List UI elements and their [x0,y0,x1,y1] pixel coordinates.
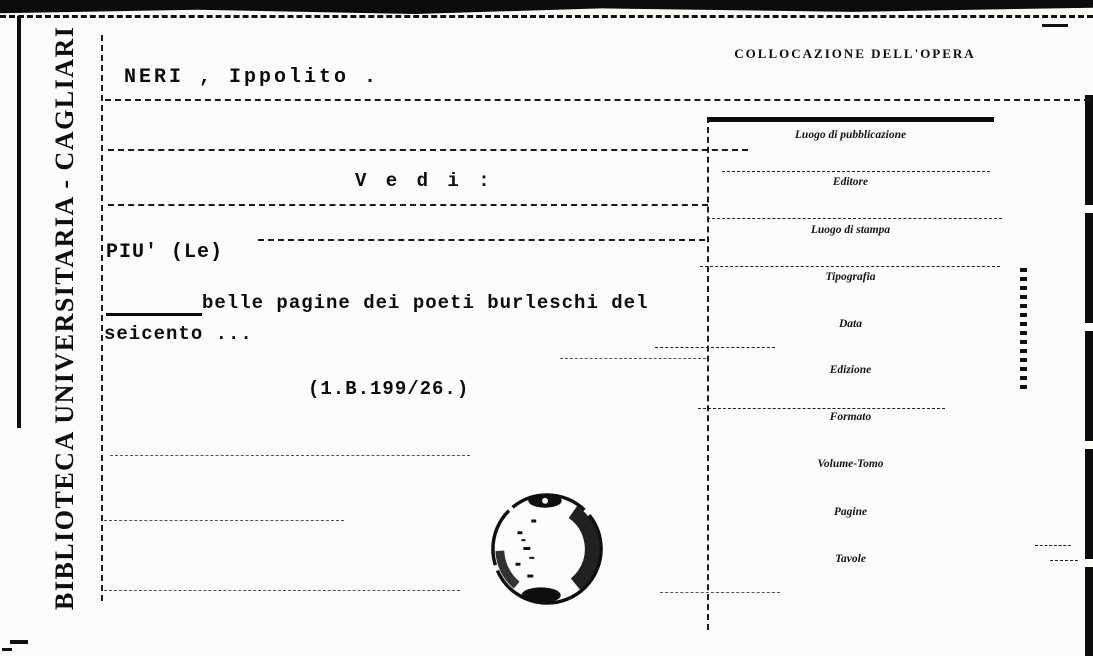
field-separator [707,218,1002,219]
title-entry: PIU' (Le) [106,241,224,264]
call-number: (1.B.199/26.) [308,378,470,400]
scan-top-rule [0,15,1093,18]
see-reference: V e d i : [355,170,494,192]
field-separator [1035,545,1071,546]
ruled-line [110,455,470,456]
library-name-vertical: BIBLIOTECA UNIVERSITARIA - CAGLIARI [50,25,79,610]
ruled-line [258,239,705,241]
collocation-field-label: Luogo di stampa [810,224,891,236]
collocation-field-label: Luogo di pubblicazione [794,129,907,141]
ruled-line [104,520,344,521]
collocation-field-label: Data [839,318,862,330]
field-separator [698,408,945,409]
field-separator [700,266,1000,267]
printer-marks-vertical [1020,268,1027,392]
title-line-1: belle pagine dei poeti burleschi del [202,292,649,314]
scan-corner-dash [1042,24,1068,27]
ruled-line [108,204,708,206]
scan-top-edge [0,0,1093,14]
title-line-2: seicento ... [104,323,253,345]
collocation-header: COLLOCAZIONE DELL'OPERA [734,46,976,61]
blank-underline [106,313,202,316]
collocation-field-label: Tavole [835,553,866,565]
field-separator [1050,560,1078,561]
collocation-field-label: Formato [829,411,872,423]
field-separator [655,347,775,348]
ruled-line [560,358,706,359]
ruled-line [660,592,780,593]
scan-right-edge [1085,95,1093,656]
collocation-panel-top-border [707,117,994,122]
scan-left-edge [17,16,21,428]
field-separator [722,171,990,172]
collocation-field-label: Edizione [829,364,872,376]
collocation-field-label: Pagine [833,506,868,518]
scan-corner-mark [10,640,28,644]
collocation-field-label: Tipografia [825,271,876,283]
scan-corner-mark [2,648,12,651]
ruled-line [108,149,748,151]
collocation-field-label: Editore [832,176,869,188]
card-left-divider [101,35,103,601]
ruled-line [104,590,460,591]
author-heading: NERI , Ippolito . [124,66,380,89]
collocation-field-label: Volume-Tomo [817,458,884,470]
library-stamp-icon [488,490,606,608]
ruled-line [105,99,1090,101]
